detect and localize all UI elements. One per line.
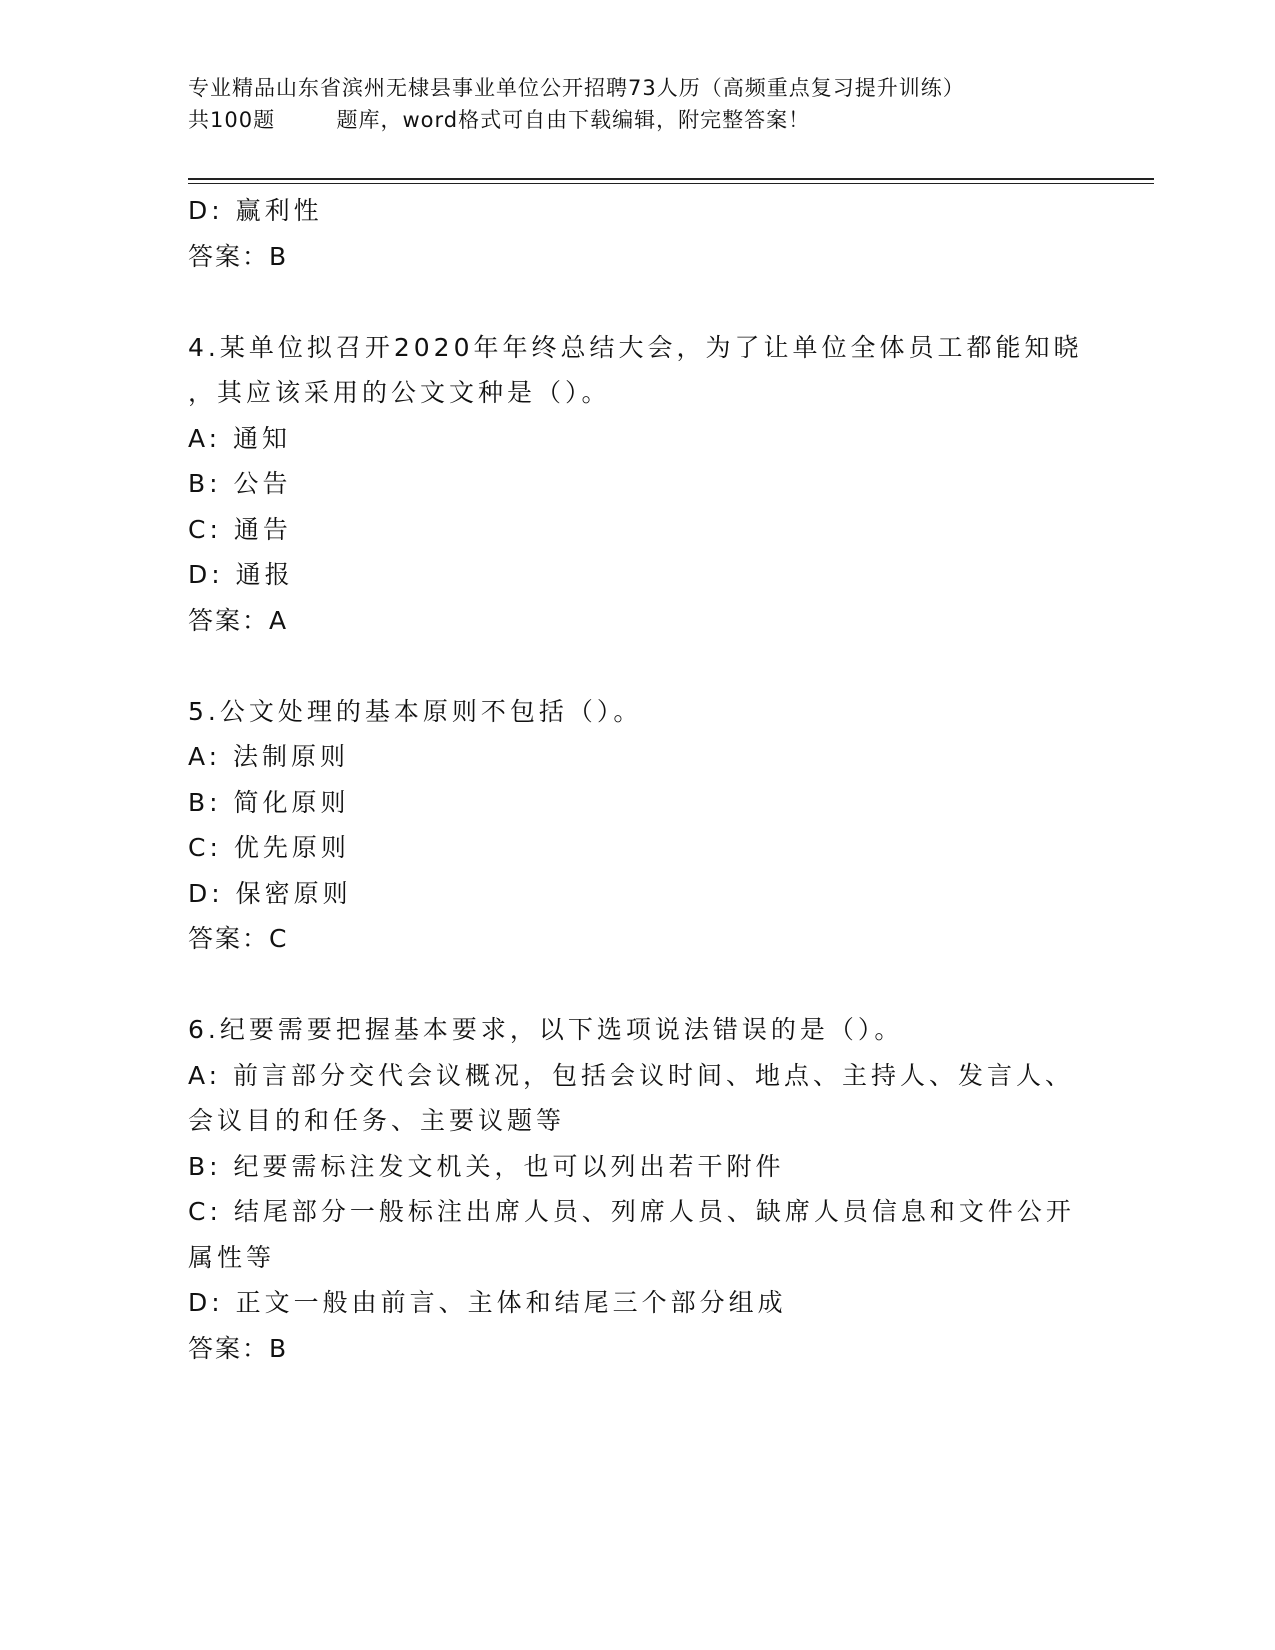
question-text: 6.纪要需要把握基本要求，以下选项说法错误的是（）。 — [188, 1015, 904, 1044]
option-line: 属性等 — [188, 1242, 276, 1272]
question-content — [188, 188, 1088, 1371]
header-subtitle-line: 共100题 题库，word格式可自由下载编辑，附完整答案！ — [188, 108, 811, 132]
answer-line: 答案：A — [188, 605, 289, 635]
answer-line: 答案：B — [188, 241, 289, 271]
option-line: D: 保密原则 — [188, 878, 352, 908]
option-line: D: 赢利性 — [188, 196, 323, 225]
question-block — [188, 1007, 1088, 1371]
option-line: B: 公告 — [188, 469, 292, 498]
option-line: A: 通知 — [188, 423, 292, 453]
answer-line: 答案：C — [188, 924, 289, 953]
header-title-line: 专业精品山东省滨州无棣县事业单位公开招聘73人历（高频重点复习提升训练） — [188, 76, 965, 100]
header-divider-thick — [188, 178, 1154, 180]
option-line: B: 简化原则 — [188, 787, 350, 817]
question-text: 5.公文处理的基本原则不包括（）。 — [188, 696, 643, 726]
option-line: A: 前言部分交代会议概况，包括会议时间、地点、主持人、发言人、 — [188, 1060, 1075, 1090]
option-line: A: 法制原则 — [188, 742, 350, 771]
question-text: ，其应该采用的公文文种是（）。 — [188, 378, 611, 407]
option-line: C: 通告 — [188, 514, 292, 544]
option-line: D: 通报 — [188, 560, 294, 589]
answer-line: 答案：B — [188, 1333, 289, 1363]
option-line: D: 正文一般由前言、主体和结尾三个部分组成 — [188, 1288, 787, 1317]
block-spacer — [188, 962, 1088, 1008]
option-line: C: 结尾部分一般标注出席人员、列席人员、缺席人员信息和文件公开 — [188, 1197, 1075, 1226]
block-spacer — [188, 279, 1088, 325]
option-line: C: 优先原则 — [188, 833, 350, 862]
question-text: 4.某单位拟召开2020年年终总结大会，为了让单位全体员工都能知晓 — [188, 332, 1083, 362]
page-header — [188, 72, 1088, 136]
question-block — [188, 689, 1088, 962]
header-divider-thin — [188, 183, 1154, 184]
question-block — [188, 325, 1088, 644]
option-line: B: 纪要需标注发文机关，也可以列出若干附件 — [188, 1151, 785, 1181]
block-spacer — [188, 643, 1088, 689]
option-line: 会议目的和任务、主要议题等 — [188, 1106, 566, 1135]
question-block — [188, 188, 1088, 279]
